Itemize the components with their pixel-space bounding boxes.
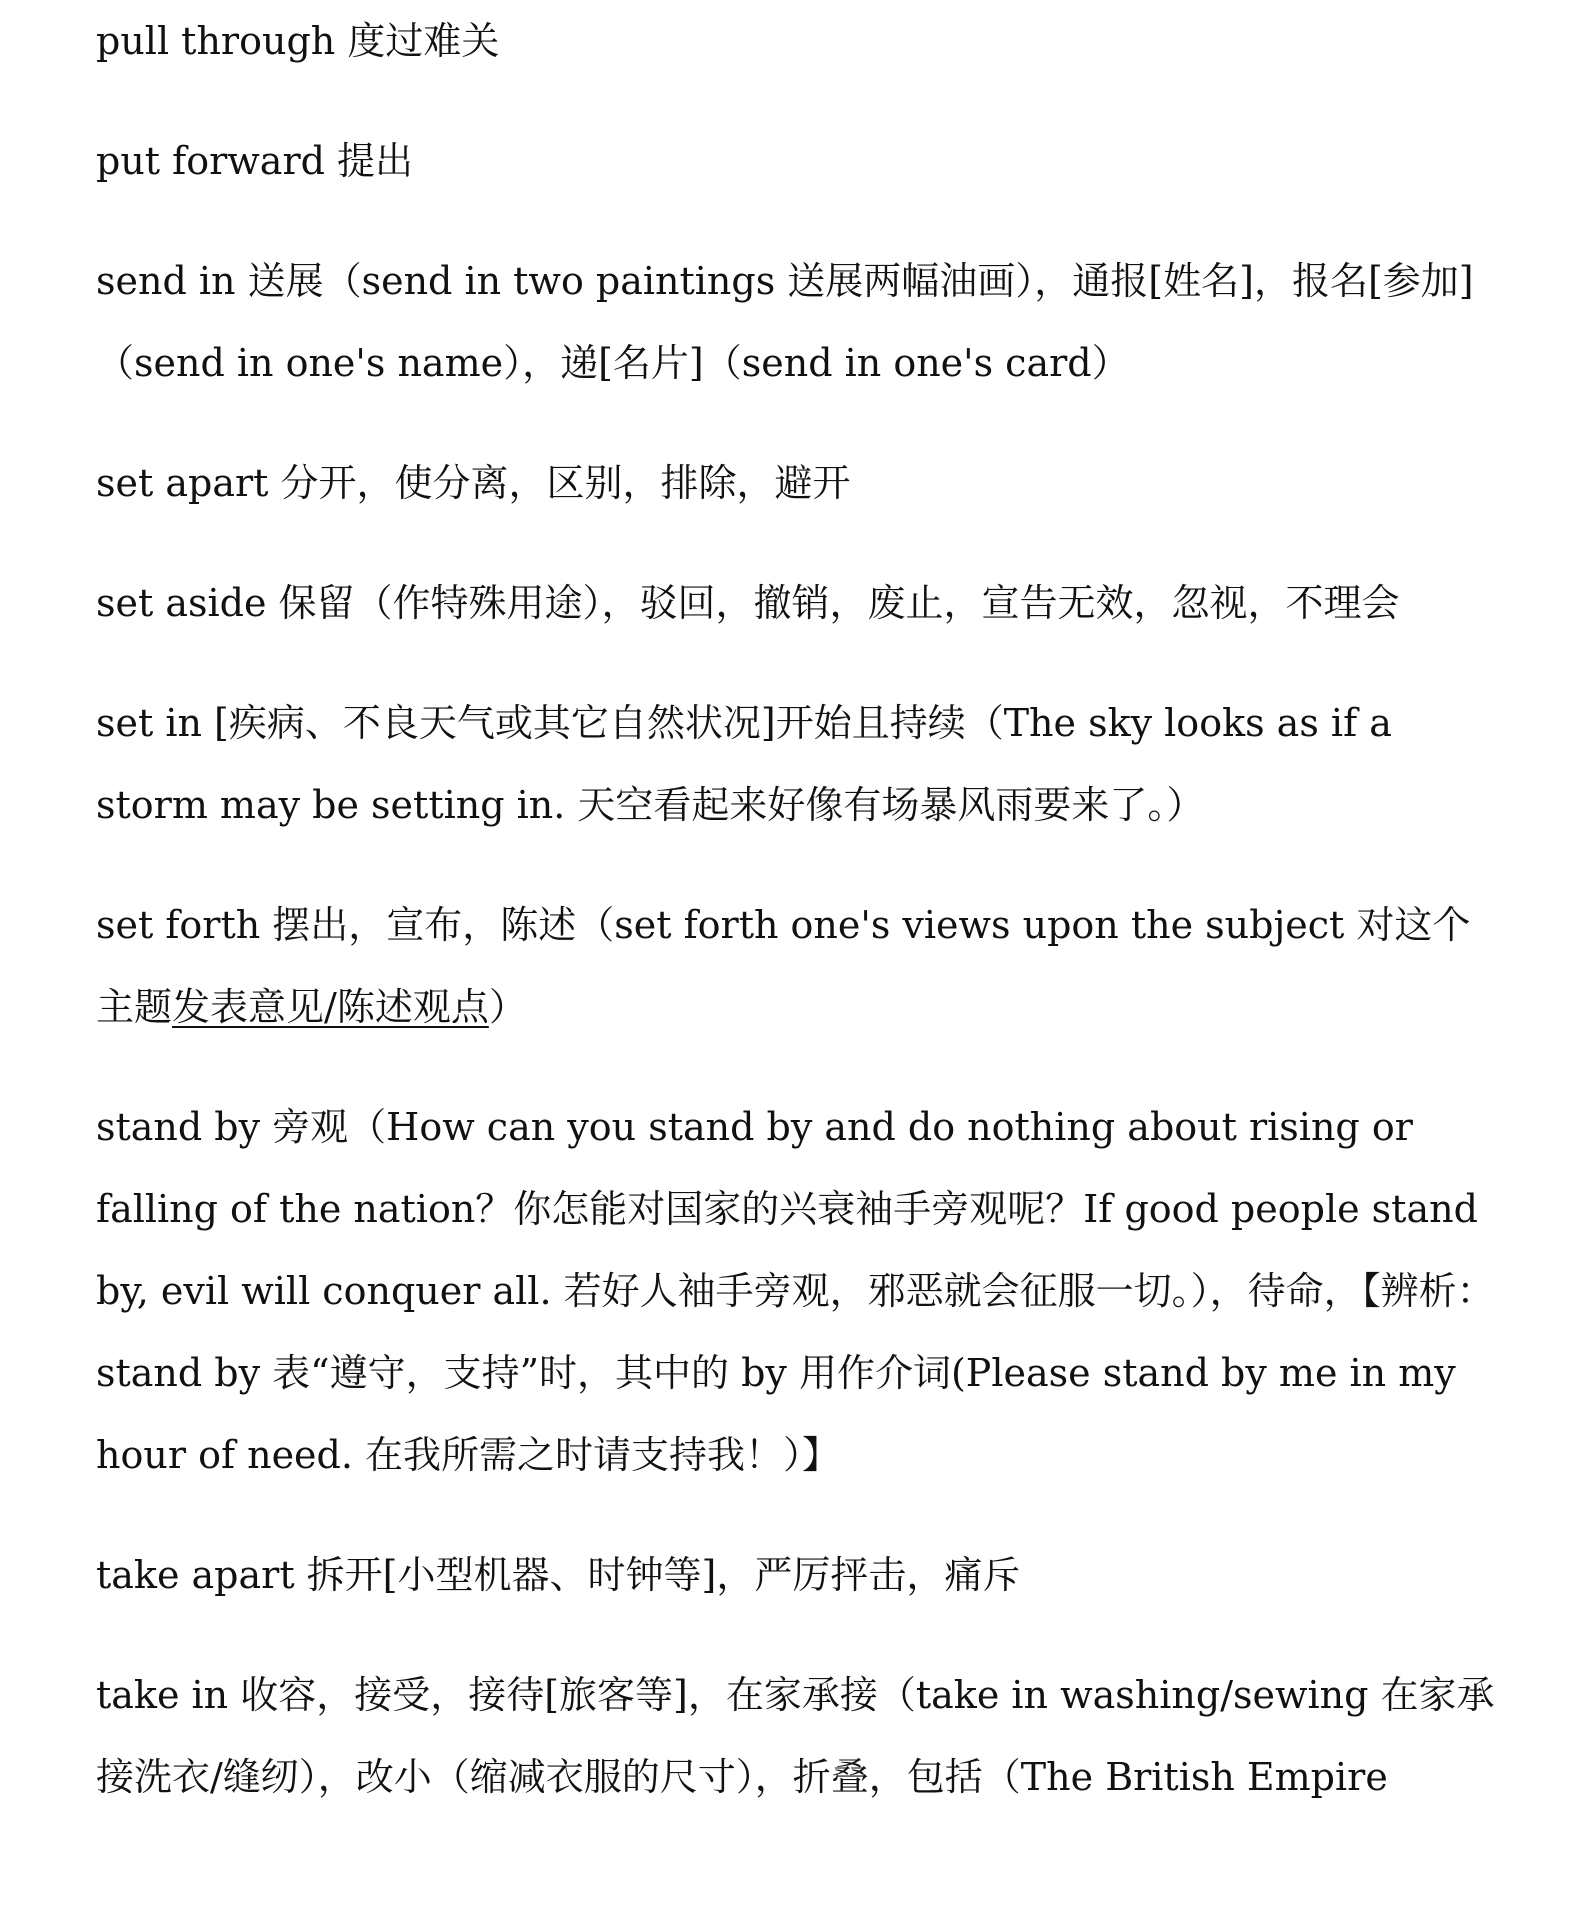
entry-put-forward: put forward 提出 — [96, 139, 414, 183]
entry-set-aside: set aside 保留（作特殊用途），驳回，撤销，废止，宣告无效，忽视，不理会 — [96, 581, 1400, 625]
entry-set-forth-text: set forth 摆出，宣布，陈述（set forth one's views upon the subject 对这个主题 — [96, 903, 1471, 1029]
entry-pull-through: pull through 度过难关 — [96, 19, 500, 63]
entry-set-forth — [96, 884, 1506, 1048]
entry-stand-by: stand by 旁观（How can you stand by and do nothing about rising or falling of the nation？你怎能对国家的兴衰袖手旁观呢？If good people stand by, evil will conquer all. 若好人袖手旁观，邪恶就会征服一切。），待命，【辨析：stand by 表“遵守，支持”时，其中的 by 用作介词(Please stand by me in my hour of need. 在我所需之时请支持我！）】 — [96, 1105, 1495, 1477]
entry-set-in: set in [疾病、不良天气或其它自然状况]开始且持续（The sky looks as if a storm may be setting in. 天空看起来好像有场暴风雨要来了。） — [96, 701, 1392, 827]
entry-set-forth-underlined: 发表意见/陈述观点 — [172, 985, 489, 1029]
entry-set-apart: set apart 分开，使分离，区别，排除，避开 — [96, 461, 851, 505]
entry-take-in: take in 收容，接受，接待[旅客等]，在家承接（take in washing/sewing 在家承接洗衣/缝纫），改小（缩减衣服的尺寸），折叠，包括（The British Empire — [96, 1673, 1495, 1799]
entry-take-apart: take apart 拆开[小型机器、时钟等]，严厉抨击，痛斥 — [96, 1553, 1021, 1597]
entry-set-forth-close: ） — [488, 985, 527, 1029]
document-page — [96, 0, 1506, 1818]
entry-send-in: send in 送展（send in two paintings 送展两幅油画），通报[姓名]，报名[参加]（send in one's name），递[名片]（send in one's card） — [96, 259, 1474, 385]
